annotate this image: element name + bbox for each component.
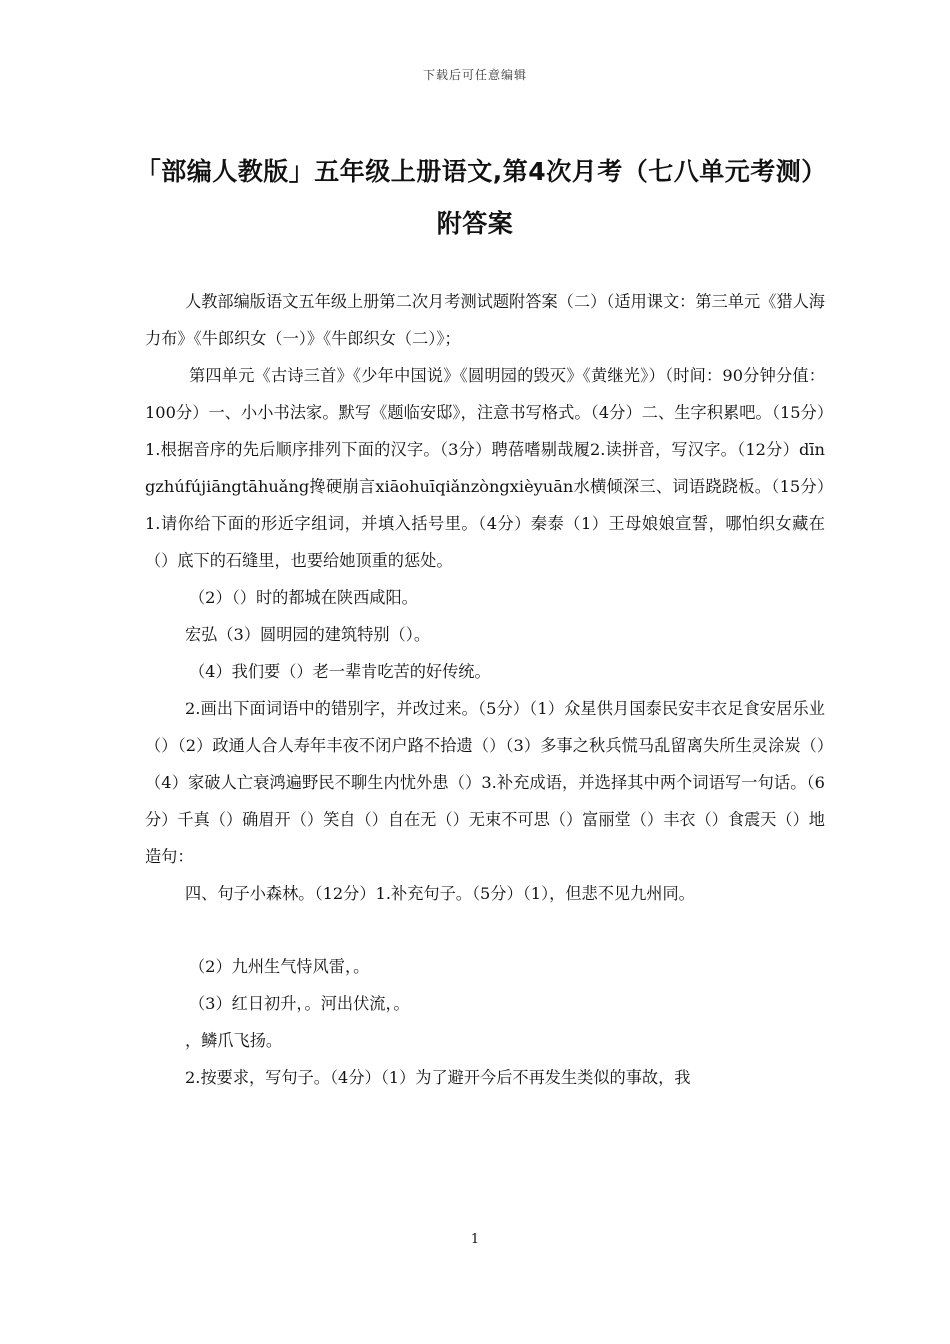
document-body (145, 283, 825, 1096)
paragraph-4: 宏弘（3）圆明园的建筑特别（）。 (185, 625, 431, 644)
paragraph-6: 2.画出下面词语中的错别字，并改过来。（5分）（1）众星供月国泰民安丰衣足食安居乐业（）（2）政通人合人寿年丰夜不闭户路不拾遗（）（3）多事之秋兵慌马乱留离失所生灵涂炭（）（4）家破人亡衰鸿遍野民不聊生内忧外患（）3.补充成语，并选择其中两个词语写一句话。（6分）千真（）确眉开（）笑自（）自在无（）无束不可思（）富丽堂（）丰衣（）食震天（）地造句： (145, 699, 825, 866)
page-number: 1 (470, 1232, 480, 1247)
paragraph-9: （3）红日初升，。河出伏流，。 (189, 994, 410, 1013)
paragraph-10: ，鳞爪飞扬。 (185, 1031, 283, 1050)
header-note: 下载后可任意编辑 (422, 68, 527, 82)
paragraph-11: 2.按要求，写句子。（4分）（1）为了避开今后不再发生类似的事故，我 (185, 1068, 691, 1087)
document-title: 「部编人教版」五年级上册语文,第4次月考（七八单元考测）附答案 (135, 157, 815, 238)
paragraph-7: 四、句子小森林。（12分）1.补充句子。（5分）（1），但悲不见九州同。 (185, 884, 695, 903)
blank-line (145, 912, 825, 948)
paragraph-5: （4）我们要（）老一辈肯吃苦的好传统。 (189, 662, 491, 681)
paragraph-2: 第四单元《古诗三首》《少年中国说》《圆明园的毁灭》《黄继光》）（时间：90分钟分值：100分）一、小小书法家。默写《题临安邸》，注意书写格式。（4分）二、生字积累吧。（15分）1.根据音序的先后顺序排列下面的汉字。（3分）聘蓓嗜剔哉履2.读拼音，写汉字。（12分）dīngzhúfújiāngtāhuǎng搀硬崩言xiāohuīqiǎnzòngxièyuān水横倾深三、词语跷跷板。（15分）1.请你给下面的形近字组词，并填入括号里。（4分）秦泰（1）王母娘娘宣誓，哪怕织女藏在（）底下的石缝里，也要给她顶重的惩处。 (145, 366, 825, 570)
paragraph-3: （2）（）时的都城在陕西咸阳。 (189, 588, 418, 607)
paragraph-1: 人教部编版语文五年级上册第二次月考测试题附答案（二）（适用课文：第三单元《猎人海力布》《牛郎织女（一）》《牛郎织女（二）》； (145, 292, 825, 348)
paragraph-8: （2）九州生气恃风雷，。 (189, 957, 370, 976)
